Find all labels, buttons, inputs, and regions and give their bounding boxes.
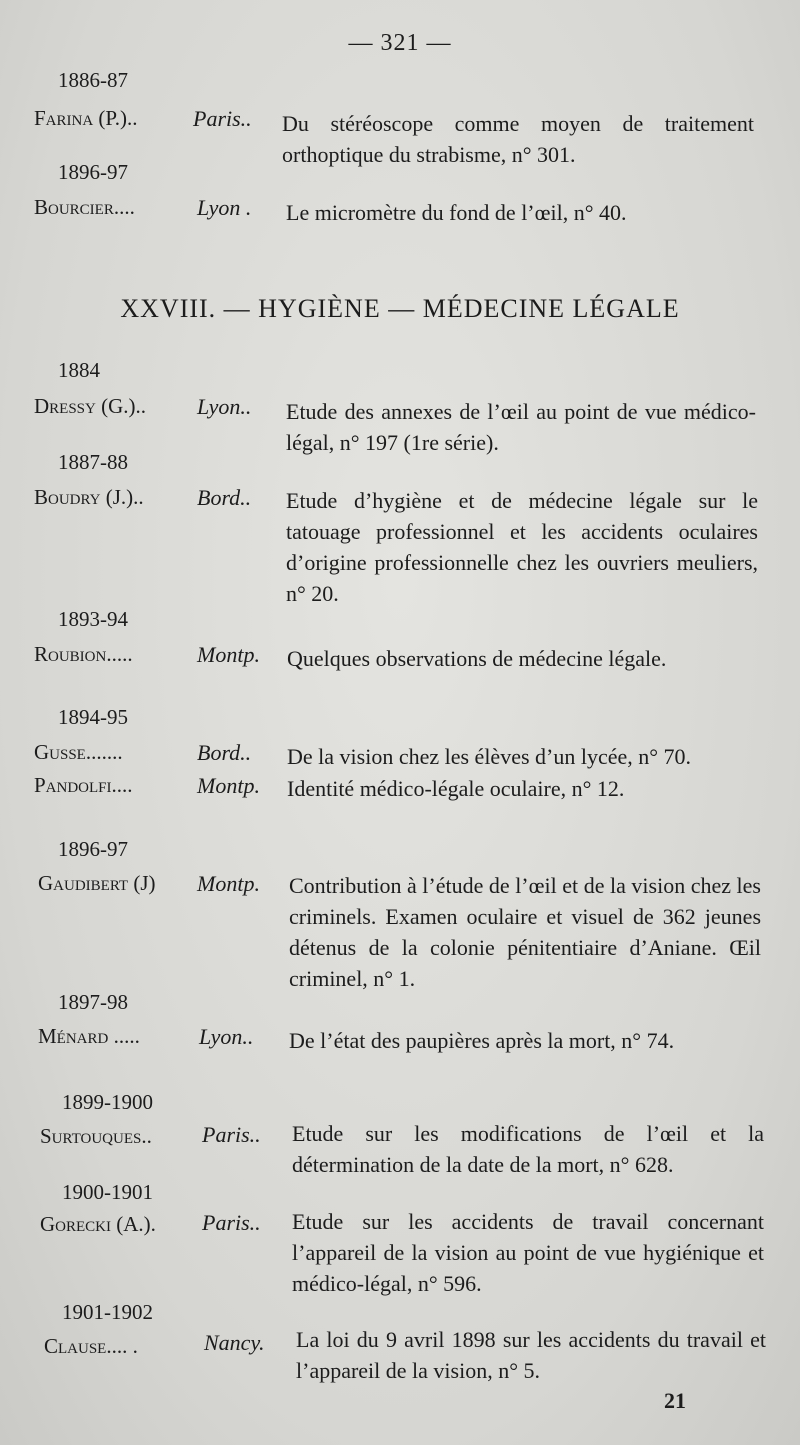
city: Paris.. <box>193 106 252 131</box>
city: Paris.. <box>202 1210 261 1235</box>
city: Montp. <box>197 871 260 896</box>
author-name: Pandolfi.... <box>34 773 133 797</box>
entry-description: Quelques observations de médecine légale. <box>287 646 667 671</box>
city: Montp. <box>197 642 260 667</box>
author-name: Ménard ..... <box>38 1024 140 1048</box>
entry-description: Contribution à l’étude de l’œil et de la vision chez les criminels. Examen oculaire et visuel de 362 jeunes détenus de la colonie pénitentiaire d’Aniane. Œil criminel, n° 1. <box>289 873 761 991</box>
author-name: Farina (P.).. <box>34 106 138 130</box>
author-name: Surtouques.. <box>40 1124 152 1148</box>
entry-year: 1893-94 <box>58 607 128 631</box>
author-name: Dressy (G.).. <box>34 394 147 418</box>
entry-year: 1896-97 <box>58 837 128 861</box>
entry-year: 1887-88 <box>58 450 128 474</box>
city: Nancy. <box>204 1330 265 1355</box>
entry-year: 1897-98 <box>58 990 128 1014</box>
city: Lyon . <box>197 195 252 220</box>
entry-year: 1901-1902 <box>62 1300 153 1324</box>
entry-description: Etude sur les modifications de l’œil et la détermination de la date de la mort, n° 628. <box>292 1121 764 1177</box>
entry-year: 1894-95 <box>58 705 128 729</box>
author-name: Gorecki (A.). <box>40 1212 156 1236</box>
entry-description: Identité médico-légale oculaire, n° 12. <box>287 776 625 801</box>
entry-description: Etude d’hygiène et de médecine légale sur le tatouage professionnel et les accidents oculaires d’origine professionnelle chez les ouvriers meuliers, n° 20. <box>286 488 758 606</box>
entry-description: Du stéréoscope comme moyen de traitement orthoptique du strabisme, n° 301. <box>282 111 754 167</box>
city: Lyon.. <box>199 1024 254 1049</box>
entry-description: De l’état des paupières après la mort, n° 74. <box>289 1028 675 1053</box>
entry-year: 1884 <box>58 358 100 382</box>
entry-description: Etude des annexes de l’œil au point de vue médico-légal, n° 197 (1re série). <box>286 399 756 455</box>
author-name: Roubion..... <box>34 642 133 666</box>
sheet-number: 21 <box>664 1388 686 1413</box>
page-number: — 321 — <box>348 30 452 56</box>
entry-description: Le micromètre du fond de l’œil, n° 40. <box>286 200 627 225</box>
entry-year: 1896-97 <box>58 160 128 184</box>
city: Lyon.. <box>197 394 252 419</box>
entry-description: La loi du 9 avril 1898 sur les accidents du travail et l’appareil de la vision, n° 5. <box>296 1327 766 1383</box>
author-name: Gusse....... <box>34 740 123 764</box>
author-name: Boudry (J.).. <box>34 485 144 509</box>
author-name: Gaudibert (J) <box>38 871 156 895</box>
entry-year: 1900-1901 <box>62 1180 153 1204</box>
city: Paris.. <box>202 1122 261 1147</box>
entry-description: Etude sur les accidents de travail concernant l’appareil de la vision au point de vue hygiénique et médico-légal, n° 596. <box>292 1209 764 1296</box>
entry-year: 1899-1900 <box>62 1090 153 1114</box>
author-name: Clause.... . <box>44 1334 138 1358</box>
city: Bord.. <box>197 485 252 510</box>
author-name: Bourcier.... <box>34 195 135 219</box>
city: Montp. <box>197 773 260 798</box>
entry-year: 1886-87 <box>58 68 128 92</box>
section-title: XXVIII. — HYGIÈNE — MÉDECINE LÉGALE <box>120 294 680 323</box>
entry-description: De la vision chez les élèves d’un lycée, n° 70. <box>287 744 692 769</box>
city: Bord.. <box>197 740 252 765</box>
